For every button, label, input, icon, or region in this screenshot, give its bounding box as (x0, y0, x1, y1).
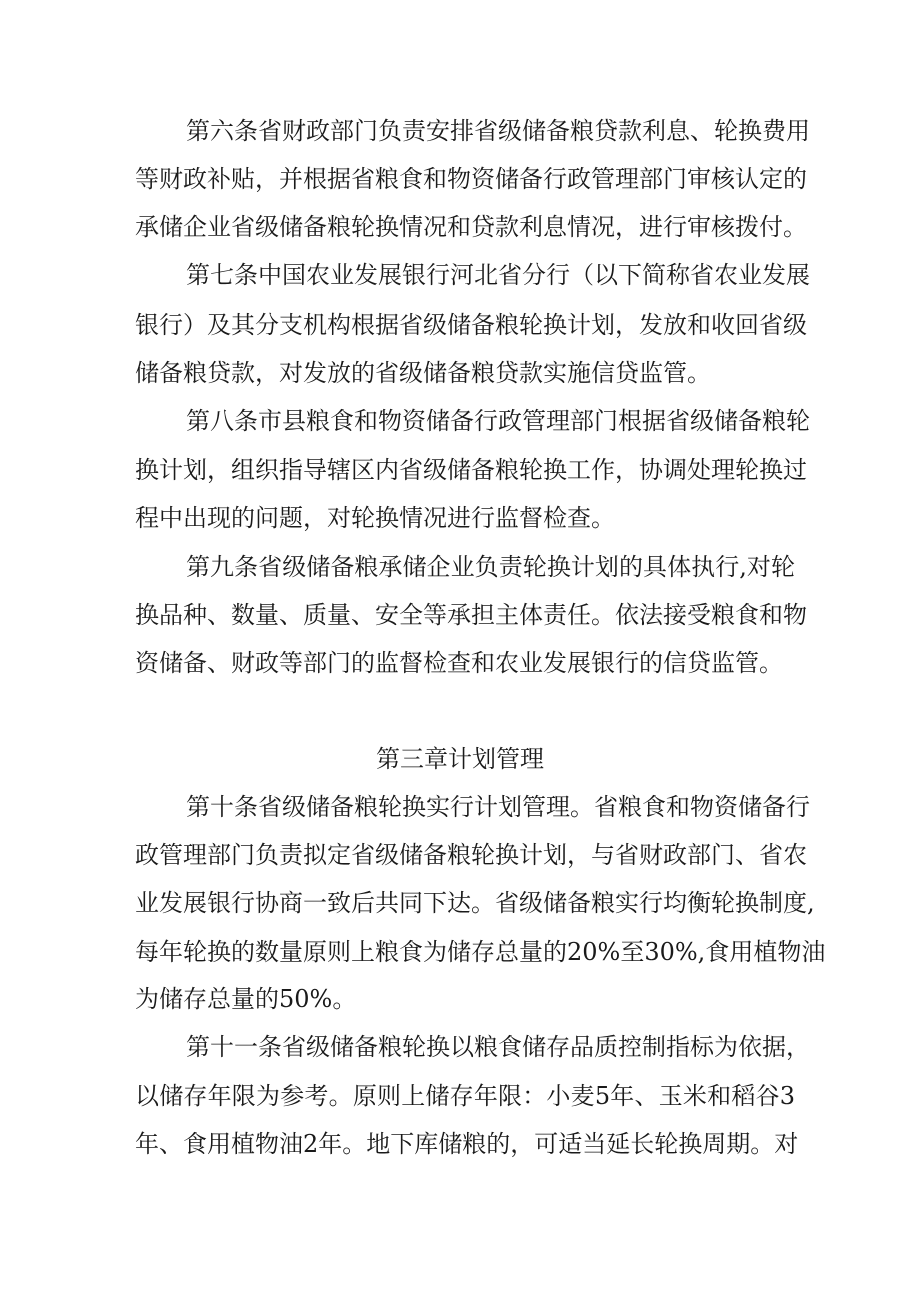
text-line: 第十条省级储备粮轮换实行计划管理。省粮食和物资储备行 (186, 793, 810, 821)
text-line: 等财政补贴，并根据省粮食和物资储备行政管理部门审核认定的 (135, 165, 807, 193)
text-line: 程中出现的问题，对轮换情况进行监督检查。 (135, 504, 615, 532)
text-line: 年、食用植物油2年。地下库储粮的，可适当延长轮换周期。对 (135, 1130, 799, 1158)
chapter-heading: 第三章计划管理 (376, 745, 544, 773)
text-line: 政管理部门负责拟定省级储备粮轮换计划，与省财政部门、省农 (135, 841, 807, 869)
text-line: 承储企业省级储备粮轮换情况和贷款利息情况，进行审核拨付。 (135, 213, 807, 241)
text-line: 储备粮贷款，对发放的省级储备粮贷款实施信贷监管。 (135, 359, 711, 387)
text-line: 资储备、财政等部门的监督检查和农业发展银行的信贷监管。 (135, 649, 783, 677)
text-line: 第十一条省级储备粮轮换以粮食储存品质控制指标为依据， (186, 1033, 810, 1061)
text-line: 第九条省级储备粮承储企业负责轮换计划的具体执行,对轮 (186, 553, 795, 581)
text-line: 业发展银行协商一致后共同下达。省级储备粮实行均衡轮换制度, (135, 889, 815, 917)
text-line: 以储存年限为参考。原则上储存年限：小麦5年、玉米和稻谷3 (135, 1082, 795, 1110)
text-line: 换计划，组织指导辖区内省级储备粮轮换工作，协调处理轮换过 (135, 456, 807, 484)
text-line: 每年轮换的数量原则上粮食为储存总量的20%至30%,食用植物油 (135, 938, 826, 966)
text-line: 第八条市县粮食和物资储备行政管理部门根据省级储备粮轮 (186, 407, 810, 435)
text-line: 换品种、数量、质量、安全等承担主体责任。依法接受粮食和物 (135, 601, 807, 629)
text-line: 第六条省财政部门负责安排省级储备粮贷款利息、轮换费用 (186, 117, 810, 145)
text-line: 银行）及其分支机构根据省级储备粮轮换计划，发放和收回省级 (135, 311, 807, 339)
text-line: 为储存总量的50%。 (135, 985, 357, 1013)
text-line: 第七条中国农业发展银行河北省分行（以下简称省农业发展 (186, 261, 810, 289)
